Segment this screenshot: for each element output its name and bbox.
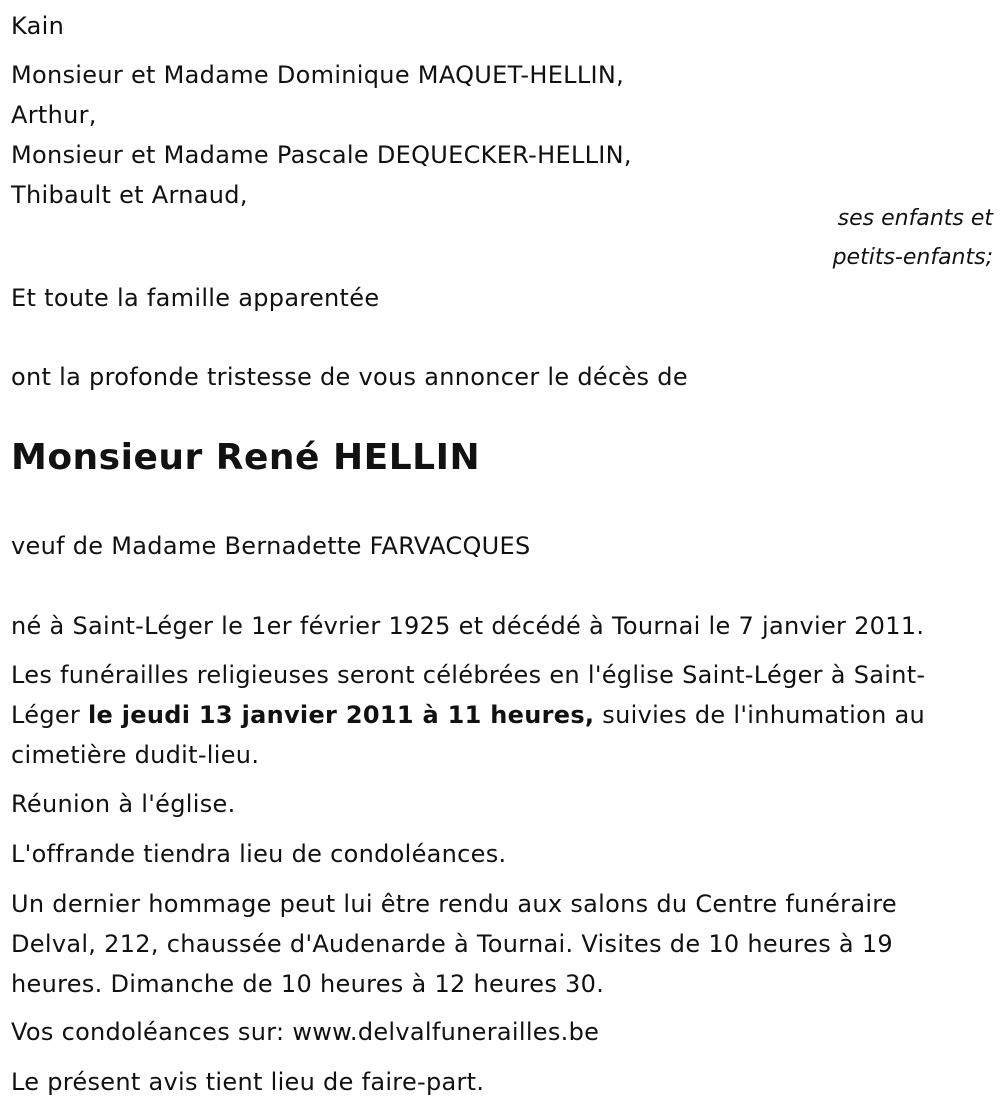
notice-line: Le présent avis tient lieu de faire-part. — [11, 1068, 485, 1096]
funeral-date: le jeudi 13 janvier 2011 à 11 heures, — [88, 701, 595, 729]
meeting-line: Réunion à l'église. — [11, 790, 236, 818]
funeral-details — [11, 655, 986, 775]
tribute-paragraph: Un dernier hommage peut lui être rendu aux salons du Centre funéraire Delval, 212, chaussée d'Audenarde à Tournai. Visites de 10 heures à 19 heures. Dimanche de 10 heures à 12 heures 30. — [11, 890, 897, 998]
condolences-link[interactable]: www.delvalfunerailles.be — [292, 1018, 600, 1046]
birth-death-dates: né à Saint-Léger le 1er février 1925 et décédé à Tournai le 7 janvier 2011. — [11, 612, 925, 640]
family-line-2: Arthur, — [11, 101, 97, 129]
condolences-label: Vos condoléances sur: — [11, 1018, 293, 1046]
funeral-text-2: suivies de l'inhumation au cimetière dudit-lieu. — [11, 701, 926, 769]
relation-label-2: petits-enfants; — [832, 245, 993, 270]
family-line-3: Monsieur et Madame Pascale DEQUECKER-HELLIN, — [11, 141, 632, 169]
family-line-4: Thibault et Arnaud, — [11, 181, 248, 209]
condolences-line — [11, 1012, 599, 1052]
spouse-line: veuf de Madame Bernadette FARVACQUES — [11, 532, 531, 560]
location: Kain — [11, 12, 65, 40]
relation-label-1: ses enfants et — [837, 206, 993, 231]
extended-family: Et toute la famille apparentée — [11, 284, 380, 312]
deceased-name: Monsieur René HELLIN — [11, 437, 481, 478]
family-line-1: Monsieur et Madame Dominique MAQUET-HELLIN, — [11, 61, 625, 89]
announcement-intro: ont la profonde tristesse de vous annoncer le décès de — [11, 363, 688, 391]
offering-line: L'offrande tiendra lieu de condoléances. — [11, 840, 507, 868]
funeral-text-1: Les funérailles religieuses seront célébrées en l'église Saint-Léger à Saint-Léger — [11, 661, 926, 729]
